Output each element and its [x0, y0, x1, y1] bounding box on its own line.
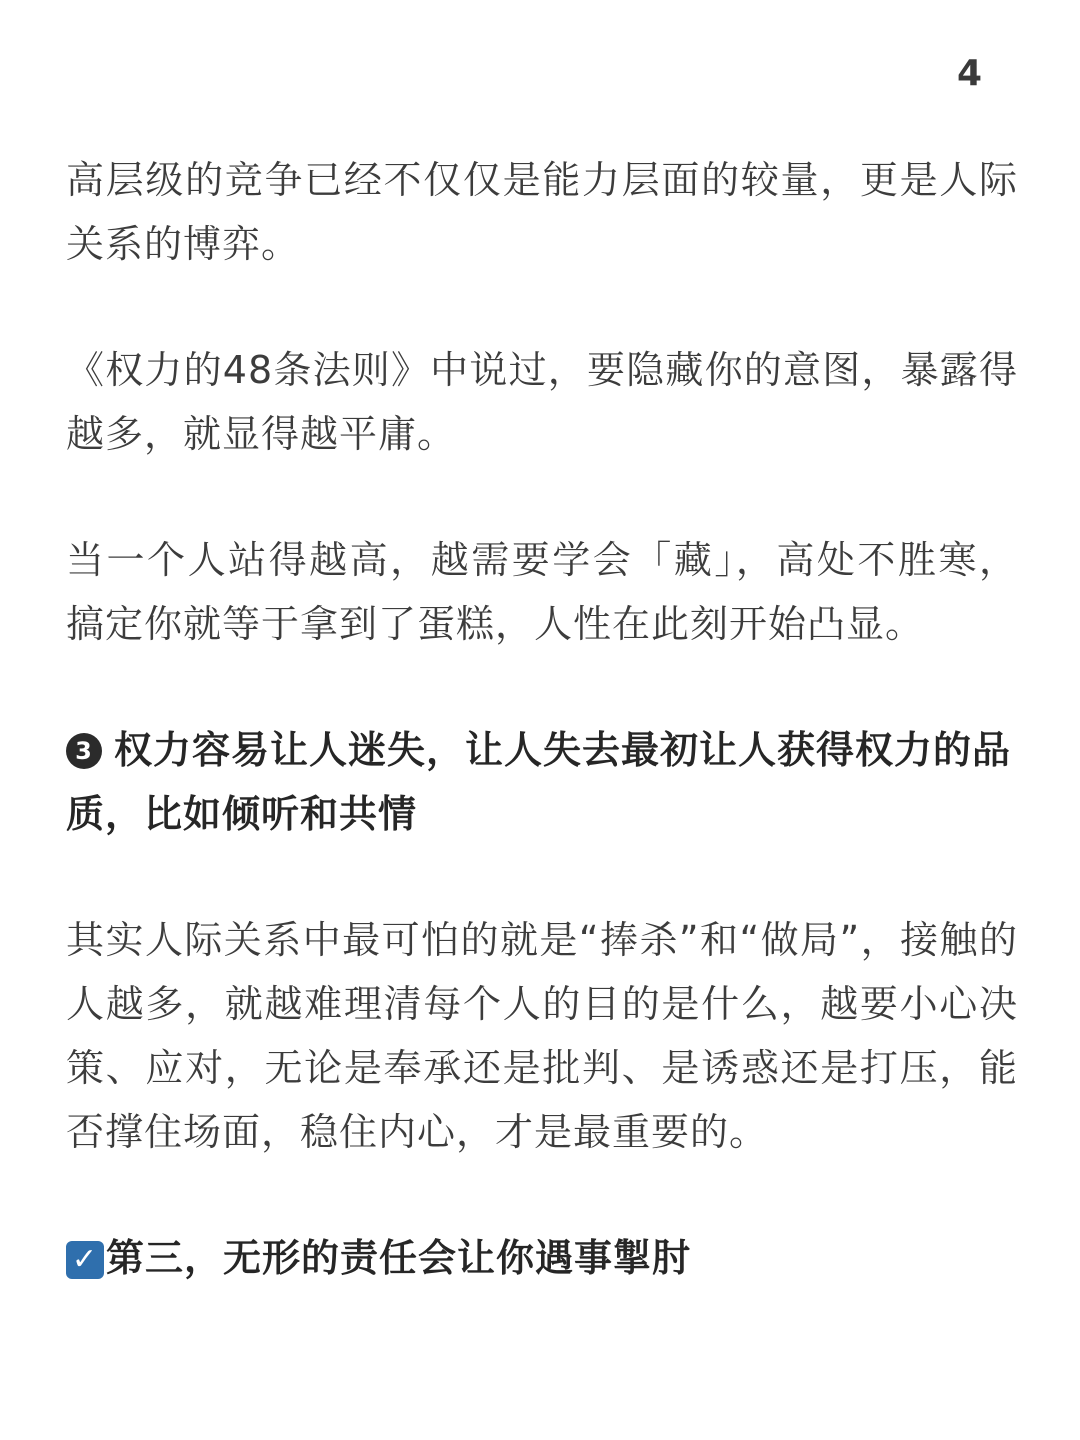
paragraph-4: 其实人际关系中最可怕的就是“捧杀”和“做局”，接触的人越多，就越难理清每个人的目的是什么，越要小心决策、应对，无论是奉承还是批判、是诱惑还是打压，能否撑住场面，稳住内心，才是最重要的。 [66, 918, 1018, 1154]
section-heading-third [66, 1226, 1018, 1290]
circled-number-icon: 3 [66, 733, 102, 769]
paragraph-3: 当一个人站得越高，越需要学会「藏」，高处不胜寒，搞定你就等于拿到了蛋糕，人性在此刻开始凸显。 [66, 538, 1018, 646]
page-number: 4 [956, 53, 982, 94]
article-body [66, 148, 1018, 1352]
check-mark-icon: ✓ [66, 1241, 104, 1279]
section-heading-third-text: 第三，无形的责任会让你遇事掣肘 [106, 1236, 692, 1280]
paragraph-2: 《权力的48条法则》中说过，要隐藏你的意图，暴露得越多，就显得越平庸。 [66, 348, 1018, 456]
section-heading-3 [66, 718, 1018, 846]
section-heading-3-text: 权力容易让人迷失，让人失去最初让人获得权力的品质，比如倾听和共情 [66, 728, 1012, 836]
paragraph-1: 高层级的竞争已经不仅仅是能力层面的较量，更是人际关系的博弈。 [66, 158, 1018, 266]
